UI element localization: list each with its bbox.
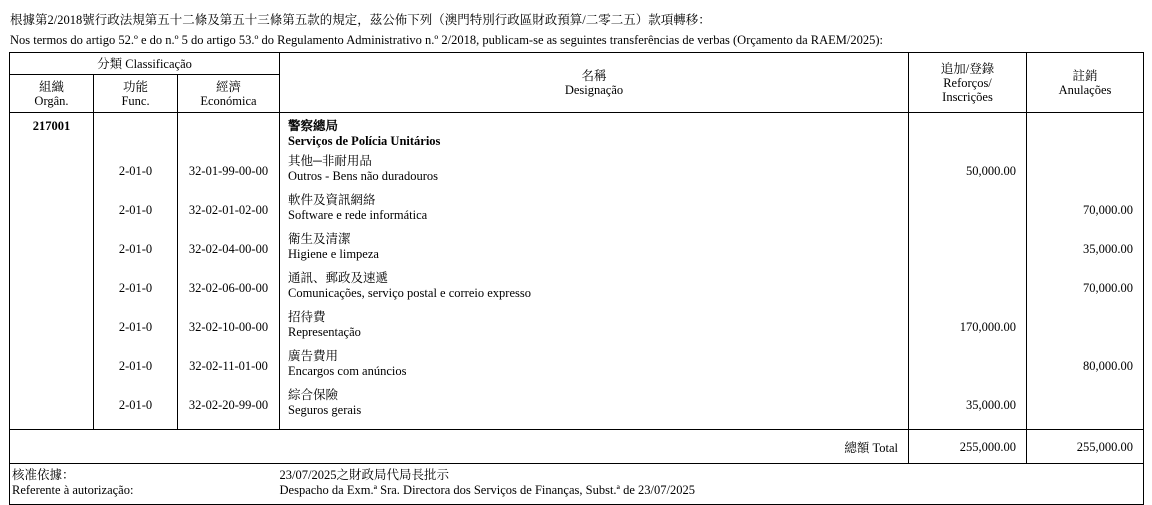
row-reinforcement xyxy=(909,346,1027,385)
table-row xyxy=(10,229,1144,268)
economic-code: 32-02-20-99-00 xyxy=(178,385,280,424)
row-designation: 軟件及資訊網絡 Software e rede informática xyxy=(280,190,909,229)
header-designation: 名稱 Designação xyxy=(280,53,909,113)
authorization-label: 核准依據： Referente à autorização: xyxy=(10,464,280,505)
economic-code: 32-02-04-00-00 xyxy=(178,229,280,268)
functional-code: 2-01-0 xyxy=(94,385,178,424)
row-cancellation: 35,000.00 xyxy=(1027,229,1144,268)
functional-code: 2-01-0 xyxy=(94,346,178,385)
economic-code: 32-02-11-01-00 xyxy=(178,346,280,385)
functional-code: 2-01-0 xyxy=(94,307,178,346)
budget-transfer-table xyxy=(9,52,1144,505)
functional-code: 2-01-0 xyxy=(94,190,178,229)
row-reinforcement xyxy=(909,268,1027,307)
total-cancellations: 255,000.00 xyxy=(1027,430,1144,464)
row-designation: 其他─非耐用品 Outros - Bens não duradouros xyxy=(280,151,909,190)
row-reinforcement xyxy=(909,190,1027,229)
row-cancellation xyxy=(1027,151,1144,190)
row-cancellation xyxy=(1027,307,1144,346)
row-reinforcement: 35,000.00 xyxy=(909,385,1027,424)
row-reinforcement: 170,000.00 xyxy=(909,307,1027,346)
row-cancellation: 70,000.00 xyxy=(1027,190,1144,229)
header-reinforcements: 追加/登錄 Reforços/ Inscrições xyxy=(909,53,1027,113)
economic-code: 32-02-10-00-00 xyxy=(178,307,280,346)
header-organic: 組織 Orgân. xyxy=(10,75,94,113)
row-cancellation: 70,000.00 xyxy=(1027,268,1144,307)
row-designation: 廣告費用 Encargos com anúncios xyxy=(280,346,909,385)
table-row xyxy=(10,151,1144,190)
total-reinforcements: 255,000.00 xyxy=(909,430,1027,464)
header-functional: 功能 Func. xyxy=(94,75,178,113)
header-classification: 分類 Classificação xyxy=(10,53,280,75)
table-row xyxy=(10,307,1144,346)
organization-name: 警察總局 Serviços de Polícia Unitários xyxy=(280,113,909,151)
table-row xyxy=(10,346,1144,385)
row-designation: 綜合保險 Seguros gerais xyxy=(280,385,909,424)
row-reinforcement xyxy=(909,229,1027,268)
table-row xyxy=(10,190,1144,229)
total-label: 總額 Total xyxy=(10,430,909,464)
authorization-value: 23/07/2025之財政局代局長批示 Despacho da Exm.ª Sra. Directora dos Serviços de Finanças, Subst.ª de 23/07/2025 xyxy=(280,464,1144,505)
functional-code: 2-01-0 xyxy=(94,151,178,190)
header-cancellations: 註銷 Anulações xyxy=(1027,53,1144,113)
functional-code: 2-01-0 xyxy=(94,268,178,307)
table-row xyxy=(10,268,1144,307)
row-reinforcement: 50,000.00 xyxy=(909,151,1027,190)
header-economic: 經濟 Económica xyxy=(178,75,280,113)
row-cancellation: 80,000.00 xyxy=(1027,346,1144,385)
row-designation: 通訊、郵政及速遞 Comunicações, serviço postal e correio expresso xyxy=(280,268,909,307)
economic-code: 32-02-06-00-00 xyxy=(178,268,280,307)
row-designation: 衛生及清潔 Higiene e limpeza xyxy=(280,229,909,268)
economic-code: 32-02-01-02-00 xyxy=(178,190,280,229)
row-cancellation xyxy=(1027,385,1144,424)
intro-chinese: 根據第2/2018號行政法規第五十二條及第五十三條第五款的規定，茲公佈下列（澳門特別行政區財政預算/二零二五）款項轉移： xyxy=(10,13,711,27)
functional-code: 2-01-0 xyxy=(94,229,178,268)
intro-portuguese: Nos termos do artigo 52.º e do n.º 5 do artigo 53.º do Regulamento Administrativo n.º 2/2018, publicam-se as seguintes transferências de verbas (Orçamento da RAEM/2025): xyxy=(10,33,883,47)
row-designation: 招待費 Representação xyxy=(280,307,909,346)
economic-code: 32-01-99-00-00 xyxy=(178,151,280,190)
organization-code: 217001 xyxy=(10,113,94,151)
table-row xyxy=(10,385,1144,424)
